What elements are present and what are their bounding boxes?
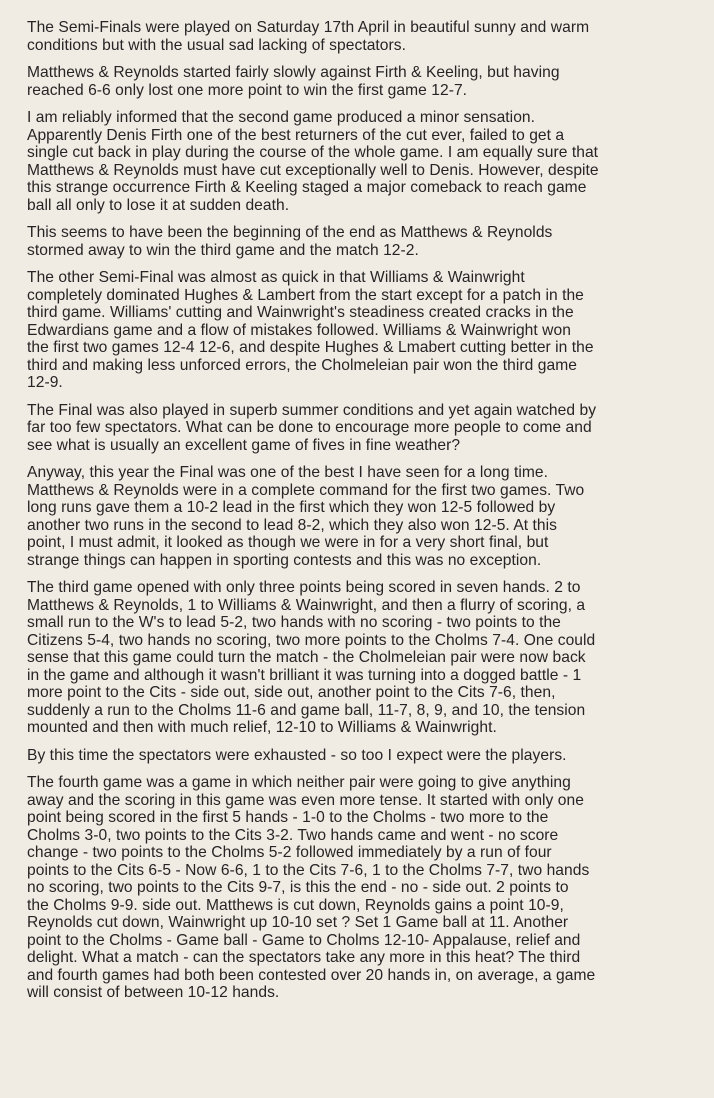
paragraph-final-fourth-game: The fourth game was a game in which neither pair were going to give anything away and the scoring in this game was even more tense. It started with only one point being scored in the first 5 hands - 1-0 to the Cholms - two more to the Cholms 3-0, two points to the Cits 3-2. Two hands came and went - no score change - two points to the Cholms 5-2 followed immediately by a run of four points to the Cits 6-5 - Now 6-6, 1 to the Cits 7-6, 1 to the Cholms 7-7, two hands no scoring, two points to the Cits 9-7, is this the end - no - side out. 2 points to the Cholms 9-9. side out. Matthews is cut down, Reynolds gains a point 10-9, Reynolds cut down, Wainwright up 10-10 set ? Set 1 Game ball at 11. Another point to the Cholms - Game ball - Game to Cholms 12-10- Appalause, relief and delight. What a match - can the spectators take any more in this heat? The third and fourth games had both been contested over 20 hands in, on average, a game will consist of between 10-12 hands. xyxy=(27,774,596,1001)
paragraph-final-third-game: The third game opened with only three points being scored in seven hands. 2 to Matthews & Reynolds, 1 to Williams & Wainwright, and then a flurry of scoring, a small run to the W's to lead 5-2, two hands with no scoring - two points to the Citizens 5-4, two hands no scoring, two more points to the Cholms 7-4. One could sense that this game could turn the match - the Cholmeleian pair were now back in the game and although it wasn't brilliant it was turning into a dogged battle - 1 more point to the Cits - side out, side out, another point to the Cits 7-6, then, suddenly a run to the Cholms 11-6 and game ball, 11-7, 8, 9, and 10, the tension mounted and then with much relief, 12-10 to Williams & Wainwright. xyxy=(27,579,596,736)
paragraph-final-first-two-games: Anyway, this year the Final was one of the best I have seen for a long time. Matthews & Reynolds were in a complete command for the first two games. Two long runs gave them a 10-2 lead in the first which they won 12-5 followed by another two runs in the second to lead 8-2, which they also won 12-5. At this point, I must admit, it looked as though we were in for a very short final, but strange things can happen in sporting contests and this was no exception. xyxy=(27,464,585,569)
paragraph-second-game: I am reliably informed that the second game produced a minor sensation. Apparently Denis Firth one of the best returners of the cut ever, failed to get a single cut back in play during the course of the whole game. I am equally sure that Matthews & Reynolds must have cut exceptionally well to Denis. However, despite this strange occurrence Firth & Keeling staged a major comeback to reach game ball all only to lose it at sudden death. xyxy=(27,109,599,214)
article-body xyxy=(27,19,702,1002)
paragraph-final-conditions: The Final was also played in superb summer conditions and yet again watched by far too few spectators. What can be done to encourage more people to come and see what is usually an excellent game of fives in fine weather? xyxy=(27,401,597,454)
paragraph-spectators-exhausted: By this time the spectators were exhausted - so too I expect were the players. xyxy=(27,746,567,764)
paragraph-other-semi-final: The other Semi-Final was almost as quick in that Williams & Wainwright completely dominated Hughes & Lambert from the start except for a patch in the third game. Williams' cutting and Wainwright's steadiness created cracks in the Edwardians game and a flow of mistakes followed. Williams & Wainwright won the first two games 12-4 12-6, and despite Hughes & Lmabert cutting better in the third and making less unforced errors, the Cholmeleian pair won the third game 12-9. xyxy=(27,269,594,391)
paragraph-first-game: Matthews & Reynolds started fairly slowly against Firth & Keeling, but having reached 6-6 only lost one more point to win the first game 12-7. xyxy=(27,64,560,99)
paragraph-semi-finals-intro: The Semi-Finals were played on Saturday 17th April in beautiful sunny and warm conditions but with the usual sad lacking of spectators. xyxy=(27,19,590,54)
paragraph-third-game: This seems to have been the beginning of the end as Matthews & Reynolds stormed away to win the third game and the match 12-2. xyxy=(27,224,553,259)
